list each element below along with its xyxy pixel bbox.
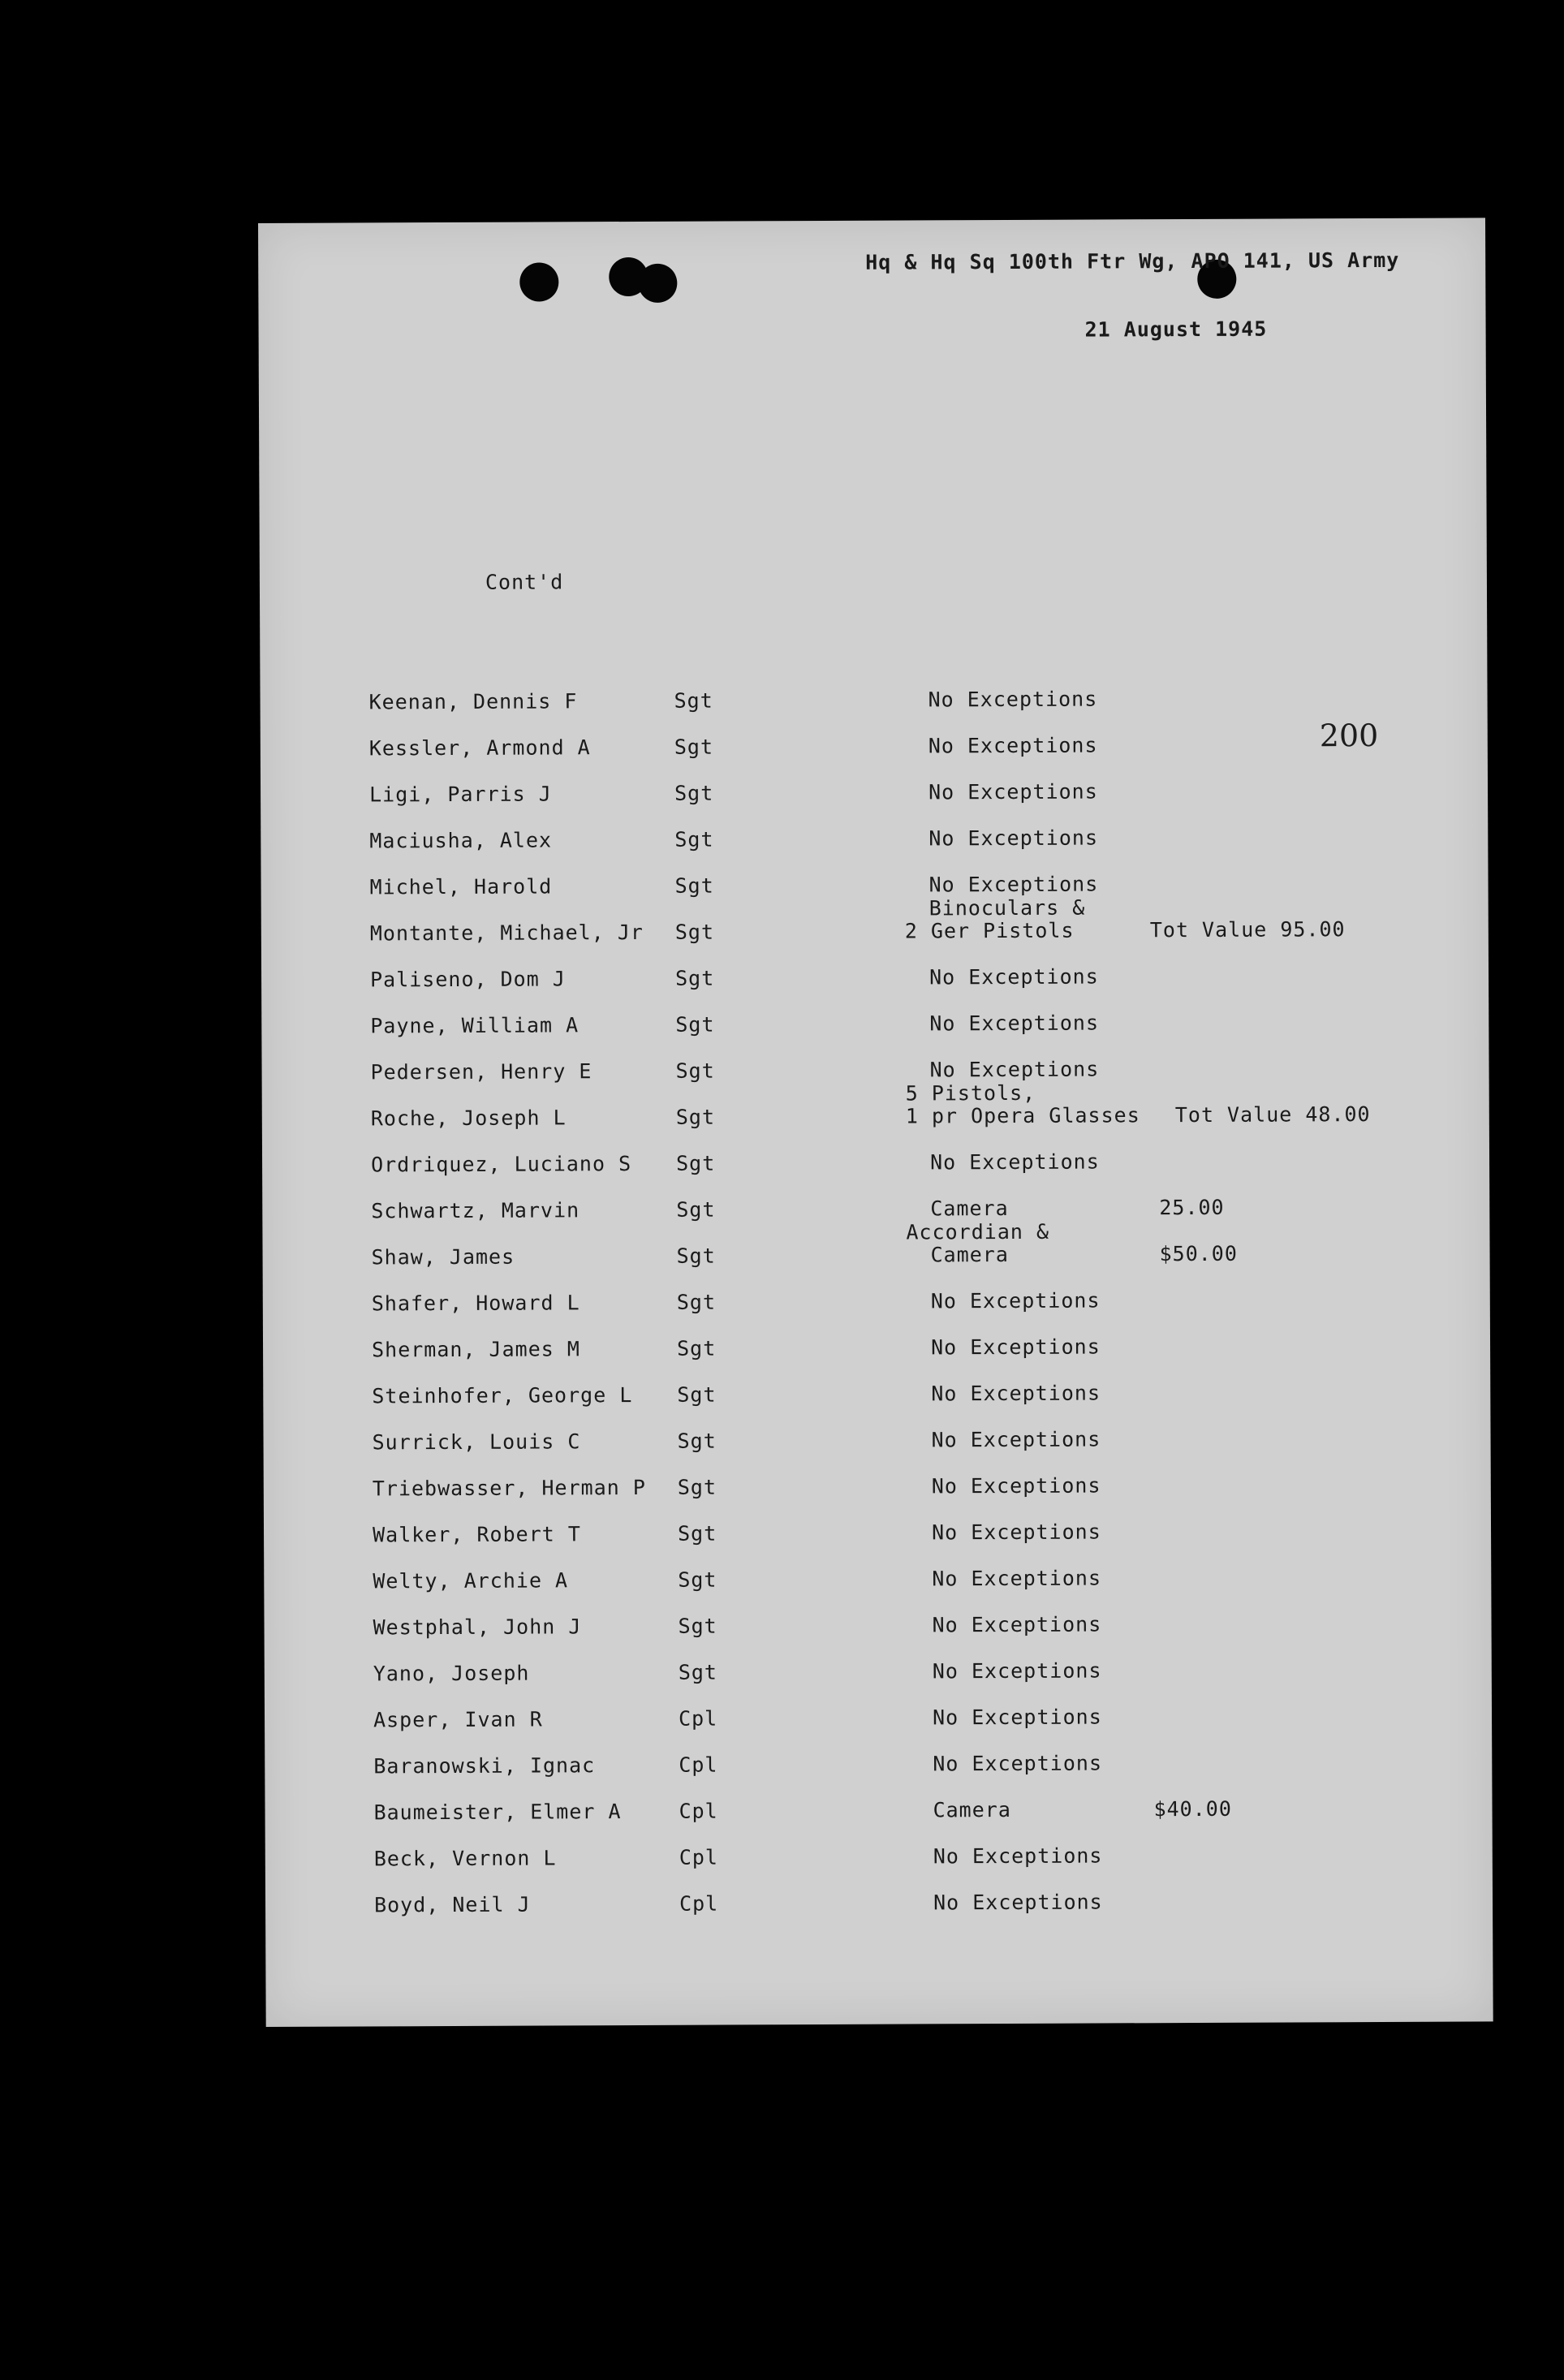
member-name: Yano, Joseph bbox=[373, 1661, 530, 1686]
inspection-note: No Exceptions bbox=[931, 1473, 1101, 1498]
member-rank: Sgt bbox=[678, 1614, 717, 1638]
member-rank: Sgt bbox=[675, 1012, 715, 1037]
inspection-note: No Exceptions bbox=[933, 1843, 1103, 1869]
inspection-note: No Exceptions bbox=[929, 1149, 1100, 1175]
inspection-note: No Exceptions bbox=[929, 1057, 1100, 1082]
roster-row bbox=[265, 1658, 1492, 1688]
member-name: Montante, Michael, Jr bbox=[369, 920, 644, 946]
roster-row bbox=[261, 871, 1489, 901]
roster-row bbox=[261, 1010, 1489, 1040]
roster-row bbox=[263, 1380, 1490, 1410]
member-rank: Sgt bbox=[676, 1336, 717, 1360]
member-name: Maciusha, Alex bbox=[369, 828, 553, 853]
member-rank: Sgt bbox=[674, 873, 714, 898]
inspection-note: Camera bbox=[930, 1196, 1009, 1221]
inspection-note: No Exceptions bbox=[928, 826, 1099, 851]
member-rank: Sgt bbox=[676, 1244, 716, 1268]
member-name: Payne, William A bbox=[370, 1013, 579, 1038]
member-rank: Sgt bbox=[678, 1567, 717, 1592]
member-rank: Sgt bbox=[674, 781, 714, 805]
member-rank: Sgt bbox=[676, 1197, 716, 1222]
document-date: 21 August 1945 bbox=[1084, 317, 1268, 342]
roster-row bbox=[264, 1611, 1491, 1641]
roster-row bbox=[262, 1056, 1489, 1086]
roster-row bbox=[261, 964, 1489, 994]
member-name: Pedersen, Henry E bbox=[370, 1059, 592, 1084]
page-number: 200 bbox=[1319, 717, 1379, 754]
member-name: Schwartz, Marvin bbox=[371, 1198, 580, 1223]
member-name: Kessler, Armond A bbox=[368, 735, 591, 761]
inspection-note: No Exceptions bbox=[932, 1566, 1102, 1591]
member-rank: Sgt bbox=[675, 966, 715, 990]
inspection-note: No Exceptions bbox=[931, 1427, 1101, 1452]
member-name: Shafer, Howard L bbox=[371, 1291, 580, 1316]
roster-row bbox=[265, 1796, 1492, 1826]
inspection-note: No Exceptions bbox=[932, 1612, 1102, 1637]
unit-header: Hq & Hq Sq 100th Ftr Wg, APO 141, US Army bbox=[865, 248, 1400, 274]
member-rank: Cpl bbox=[679, 1891, 719, 1916]
member-name: Baranowski, Ignac bbox=[373, 1753, 596, 1779]
inspection-note: Camera bbox=[930, 1242, 1009, 1267]
roster-row bbox=[263, 1334, 1490, 1364]
member-rank: Cpl bbox=[678, 1706, 718, 1731]
member-name: Asper, Ivan R bbox=[373, 1707, 543, 1732]
inspection-note: No Exceptions bbox=[930, 1334, 1101, 1360]
member-name: Beck, Vernon L bbox=[373, 1846, 557, 1871]
member-rank: Sgt bbox=[675, 1058, 715, 1083]
member-name: Shaw, James bbox=[371, 1244, 515, 1270]
roster-row bbox=[265, 1889, 1493, 1919]
roster-row bbox=[261, 686, 1488, 716]
member-name: Ligi, Parris J bbox=[369, 782, 552, 807]
roster-row bbox=[263, 1426, 1490, 1456]
roster-row bbox=[262, 1080, 1489, 1132]
roster-row bbox=[261, 825, 1488, 855]
member-rank: Cpl bbox=[679, 1845, 719, 1869]
member-name: Surrick, Louis C bbox=[372, 1429, 581, 1455]
inspection-note: No Exceptions bbox=[933, 1751, 1103, 1776]
member-name: Steinhofer, George L bbox=[372, 1383, 633, 1408]
roster-row bbox=[263, 1219, 1490, 1271]
roster-row bbox=[262, 1195, 1489, 1225]
document-page bbox=[258, 218, 1493, 2027]
member-rank: Cpl bbox=[679, 1753, 718, 1777]
roster-row bbox=[261, 732, 1488, 762]
roster-row bbox=[265, 1750, 1492, 1780]
member-rank: Sgt bbox=[674, 827, 714, 852]
inspection-note: No Exceptions bbox=[928, 872, 1099, 897]
member-name: Michel, Harold bbox=[369, 874, 553, 899]
continued-label: Cont'd bbox=[485, 570, 564, 594]
punch-hole bbox=[638, 264, 677, 303]
inspection-note-line1: 5 Pistols, bbox=[905, 1080, 1036, 1106]
member-name: Baumeister, Elmer A bbox=[373, 1800, 622, 1825]
roster-row bbox=[264, 1519, 1491, 1549]
item-value: $40.00 bbox=[1153, 1796, 1232, 1822]
inspection-note: No Exceptions bbox=[931, 1381, 1101, 1406]
inspection-note-line1: Accordian & bbox=[906, 1219, 1050, 1244]
inspection-note: No Exceptions bbox=[928, 687, 1098, 712]
inspection-note: 2 Ger Pistols bbox=[904, 918, 1075, 943]
member-rank: Sgt bbox=[677, 1475, 717, 1499]
member-rank: Sgt bbox=[674, 688, 713, 713]
roster-row bbox=[262, 1149, 1489, 1179]
roster-row bbox=[264, 1472, 1491, 1503]
member-name: Westphal, John J bbox=[373, 1615, 582, 1640]
inspection-note: Camera bbox=[933, 1797, 1011, 1822]
member-name: Triebwasser, Herman P bbox=[372, 1475, 646, 1501]
member-rank: Sgt bbox=[675, 1151, 716, 1175]
inspection-note: 1 pr Opera Glasses bbox=[905, 1103, 1140, 1128]
member-name: Roche, Joseph L bbox=[370, 1106, 567, 1131]
item-value: 25.00 bbox=[1159, 1195, 1225, 1220]
roster-row bbox=[265, 1704, 1492, 1734]
item-value: Tot Value 48.00 bbox=[1174, 1102, 1371, 1127]
item-value: Tot Value 95.00 bbox=[1149, 917, 1346, 942]
member-name: Ordriquez, Luciano S bbox=[370, 1152, 632, 1177]
member-rank: Sgt bbox=[677, 1429, 717, 1453]
member-name: Walker, Robert T bbox=[372, 1522, 581, 1547]
inspection-note: No Exceptions bbox=[931, 1520, 1101, 1545]
member-rank: Sgt bbox=[678, 1660, 718, 1684]
member-rank: Sgt bbox=[677, 1521, 717, 1546]
member-rank: Sgt bbox=[674, 735, 714, 759]
roster-row bbox=[261, 895, 1489, 947]
roster-row bbox=[264, 1565, 1491, 1595]
inspection-note: No Exceptions bbox=[930, 1288, 1101, 1313]
member-rank: Sgt bbox=[675, 1105, 716, 1129]
member-rank: Sgt bbox=[677, 1382, 717, 1407]
inspection-note: No Exceptions bbox=[932, 1658, 1102, 1684]
member-rank: Sgt bbox=[676, 1290, 717, 1314]
inspection-note: No Exceptions bbox=[933, 1890, 1103, 1915]
member-name: Boyd, Neil J bbox=[373, 1892, 531, 1917]
member-name: Keenan, Dennis F bbox=[368, 689, 578, 714]
member-name: Paliseno, Dom J bbox=[370, 967, 566, 992]
inspection-note: No Exceptions bbox=[932, 1705, 1102, 1730]
inspection-note: No Exceptions bbox=[928, 964, 1099, 990]
inspection-note: No Exceptions bbox=[928, 779, 1098, 804]
member-rank: Cpl bbox=[679, 1799, 718, 1823]
member-rank: Sgt bbox=[674, 920, 715, 944]
roster-row bbox=[263, 1287, 1490, 1317]
punch-hole bbox=[519, 262, 558, 301]
item-value: $50.00 bbox=[1159, 1241, 1238, 1266]
member-name: Welty, Archie A bbox=[373, 1568, 569, 1593]
roster-row bbox=[265, 1843, 1493, 1873]
roster-row bbox=[261, 778, 1488, 808]
member-name: Sherman, James M bbox=[371, 1337, 580, 1362]
inspection-note-line1: Binoculars & bbox=[928, 895, 1086, 921]
inspection-note: No Exceptions bbox=[928, 733, 1098, 758]
inspection-note: No Exceptions bbox=[929, 1011, 1100, 1036]
